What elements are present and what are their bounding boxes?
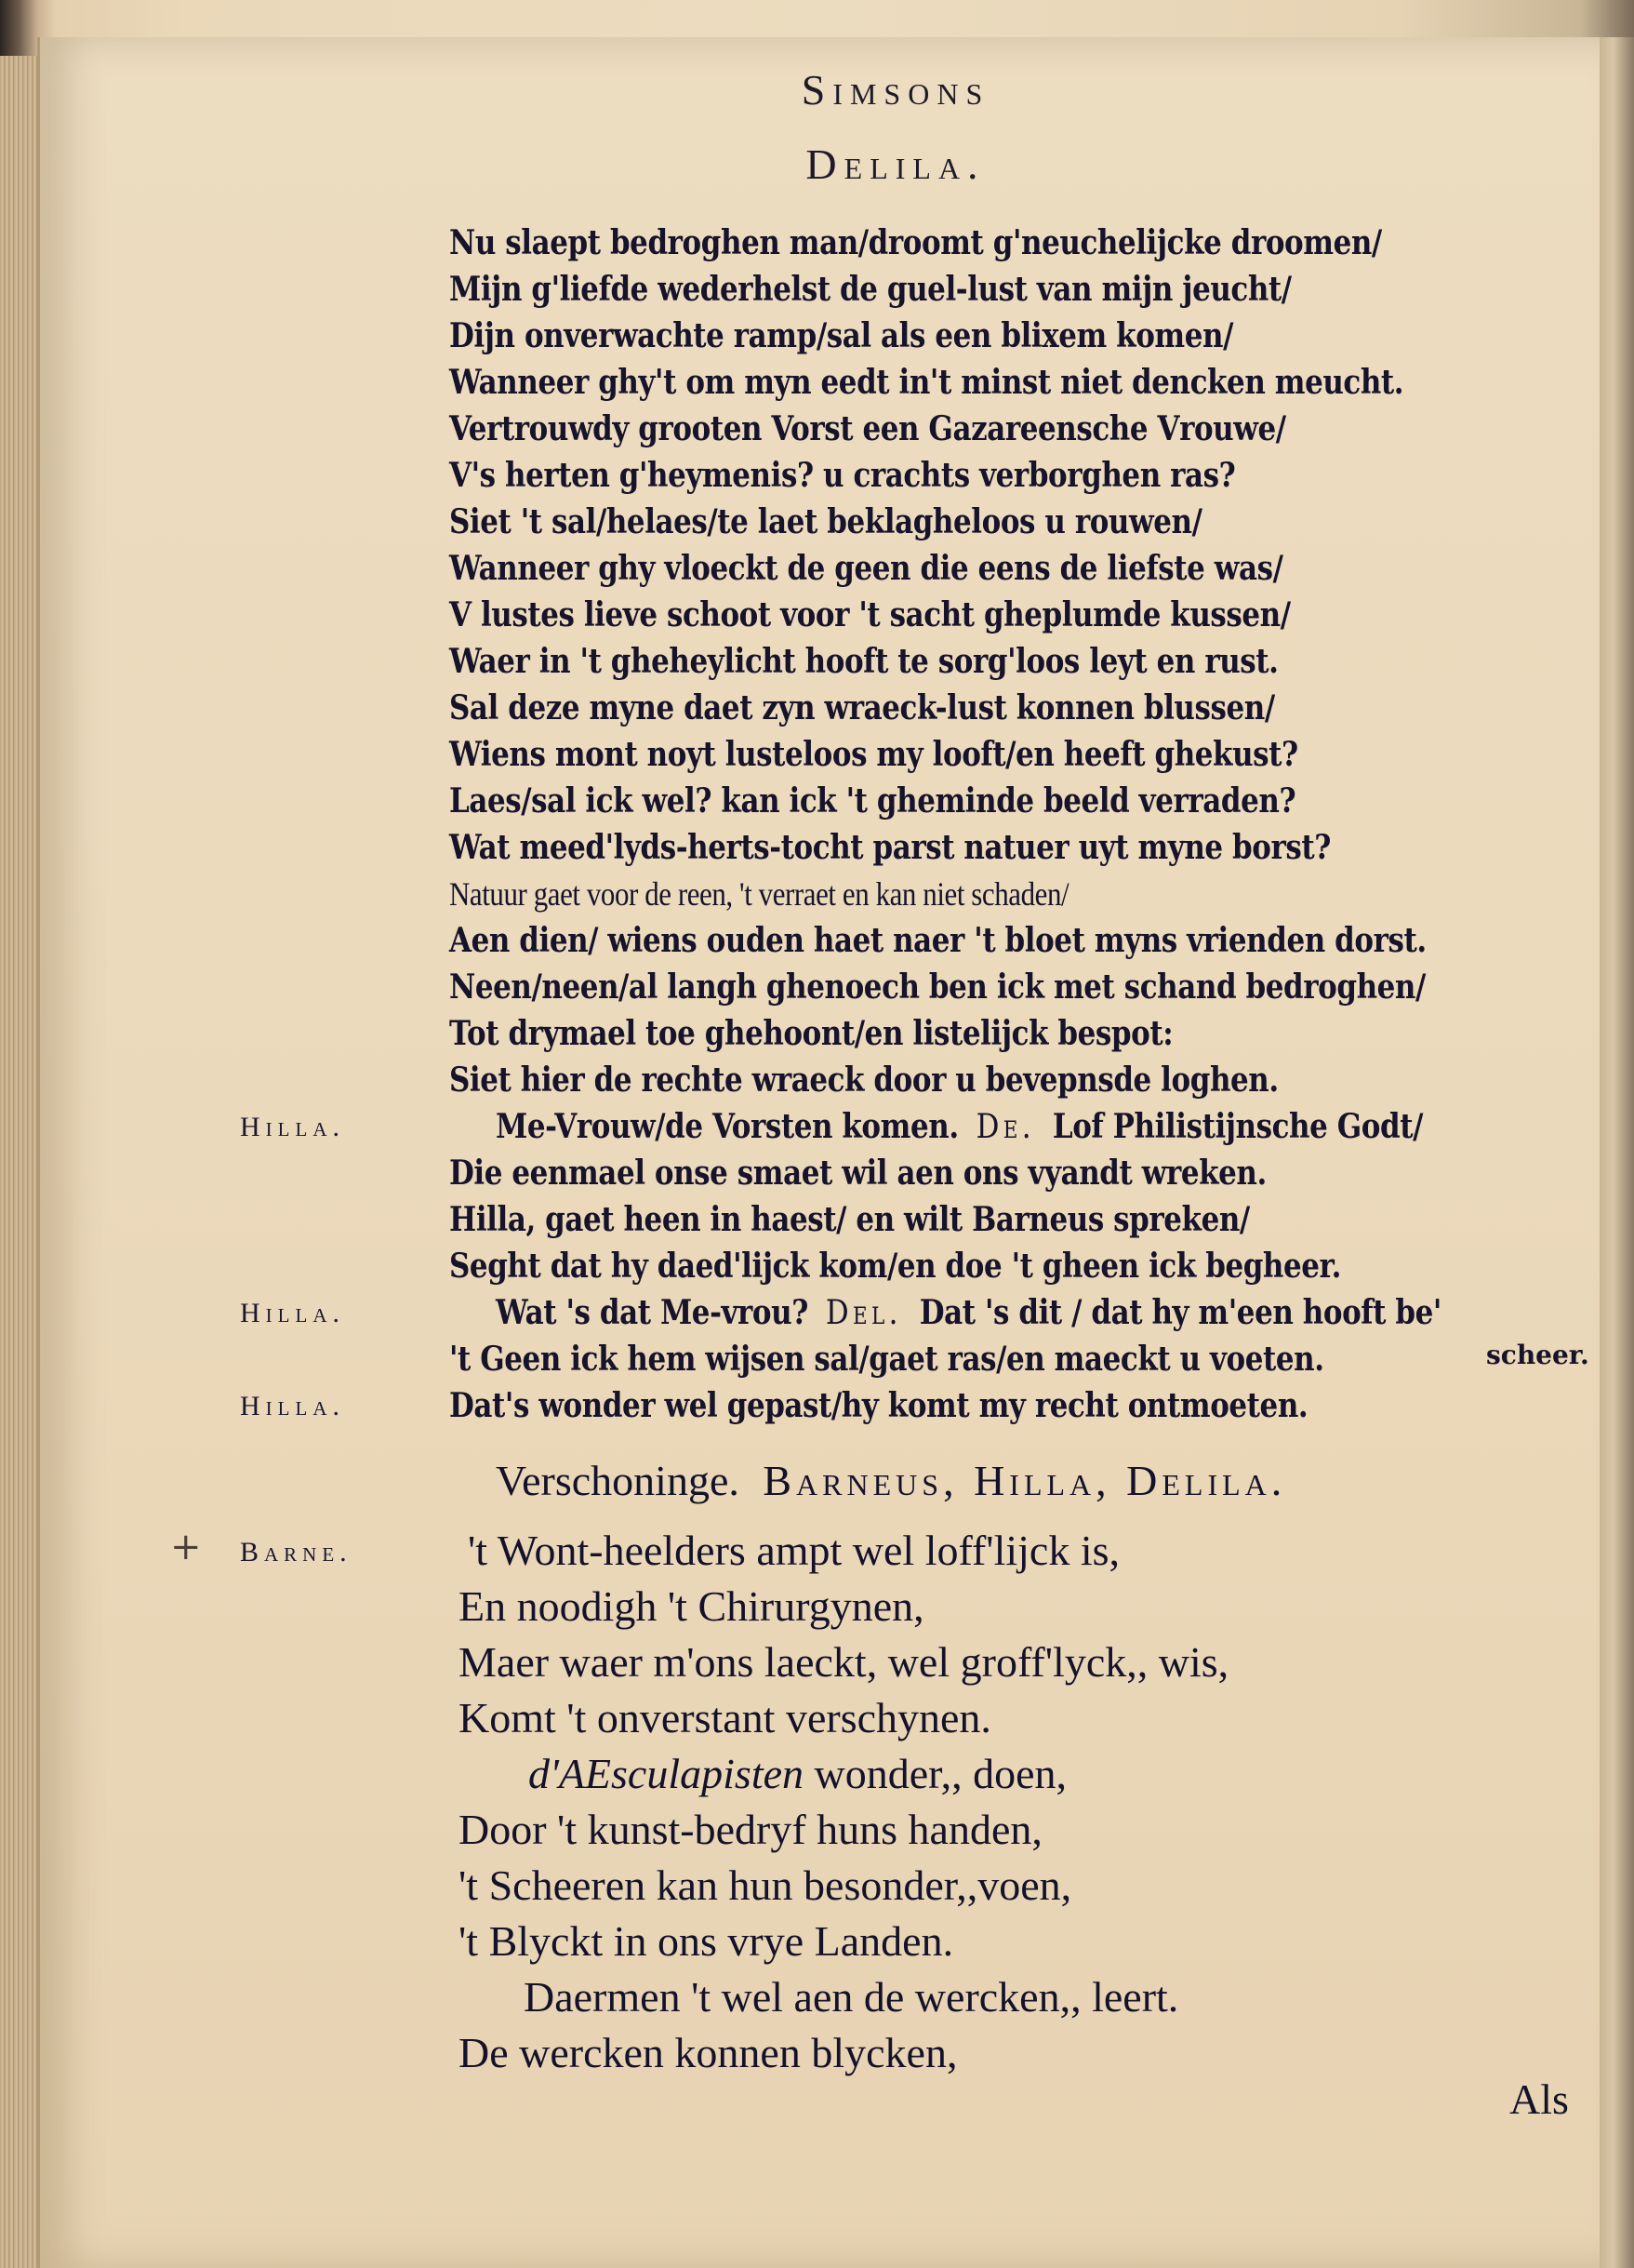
speaker-label: Hilla. <box>240 1112 345 1142</box>
verse-line: Aen dien/ wiens ouden haet naer 't bloet myns vrienden dorst. <box>449 921 1427 960</box>
song-line: Komt 't onverstant verschynen. <box>458 1694 991 1741</box>
verse-line: Wat meed'lyds-herts-tocht parst natuer uyt myne borst? <box>449 828 1331 867</box>
song-line: Door 't kunst-bedryf huns handen, <box>458 1806 1043 1853</box>
song-line: En noodigh 't Chirurgynen, <box>458 1582 924 1630</box>
verse-line: Vertrouwdy grooten Vorst een Gazareensche Vrouwe/ <box>449 409 1286 448</box>
speaker-label: Hilla. <box>240 1391 345 1421</box>
dialogue-line: 't Geen ick hem wijsen sal/gaet ras/en maeckt u voeten. <box>449 1340 1324 1379</box>
song-italic-word: d'AEsculapisten <box>528 1750 804 1797</box>
verse-line: Neen/neen/al langh ghenoech ben ick met schand bedroghen/ <box>449 967 1426 1007</box>
dialogue-line: Die eenmael onse smaet wil aen ons vyandt wreken. <box>449 1154 1267 1193</box>
dialogue-text: Lof Philistijnsche Godt/ <box>1052 1107 1423 1146</box>
verse-line: V lustes lieve schoot voor 't sacht gheplumde kussen/ <box>449 595 1291 634</box>
verse-line: Siet hier de rechte wraeck door u bevepnsde loghen. <box>449 1061 1279 1100</box>
marginal-cross-mark: + <box>170 1526 202 1568</box>
speaker-label: Hilla. <box>240 1298 345 1328</box>
verse-line: Wanneer ghy vloeckt de geen die eens de liefste was/ <box>449 549 1283 588</box>
song-line: Daermen 't wel aen de wercken,, leert. <box>524 1973 1179 2021</box>
verse-line: Dijn onverwachte ramp/sal als een blixem komen/ <box>449 316 1233 355</box>
dialogue-text: Me-Vrouw/de Vorsten komen. <box>496 1107 959 1146</box>
verse-line: Mijn g'liefde wederhelst de guel-lust van mijn jeucht/ <box>449 270 1292 309</box>
dialogue-line: Hilla, gaet heen in haest/ en wilt Barneus spreken/ <box>449 1200 1250 1239</box>
right-page-edge <box>1600 37 1634 2268</box>
dialogue-line: Seght dat hy daed'lijck kom/en doe 't gheen ick begheer. <box>449 1247 1341 1286</box>
speaker-label: Barne. <box>240 1537 352 1568</box>
left-page-edges <box>0 56 39 2268</box>
turnover-word: scheer. <box>1486 1340 1589 1370</box>
running-subtitle: Delila. <box>805 140 986 188</box>
dialogue-text: Wat 's dat Me-vrou? <box>496 1293 808 1332</box>
section-heading <box>496 1456 1286 1505</box>
running-title: Simsons <box>801 66 990 113</box>
speaker-label-inline: De. <box>976 1108 1035 1146</box>
verse-line: Waer in 't gheheylicht hooft te sorg'loos leyt en rust. <box>449 642 1279 681</box>
verse-line: Natuur gaet voor de reen, 't verraet en kan niet schaden/ <box>449 875 1069 913</box>
verse-line: Laes/sal ick wel? kan ick 't gheminde beeld verraden? <box>449 781 1296 820</box>
section-title: Verschoninge. <box>496 1457 739 1504</box>
song-line: 't Wont-heelders ampt wel loff'lijck is, <box>468 1527 1121 1574</box>
song-line <box>528 1749 1634 1798</box>
speaker-label-inline: Del. <box>825 1294 902 1332</box>
verse-line: Wanneer ghy't om myn eedt in't minst niet dencken meucht. <box>449 363 1404 402</box>
song-line-rest: wonder,, doen, <box>804 1750 1068 1797</box>
verse-line: Wiens mont noyt lusteloos my looft/en heeft ghekust? <box>449 735 1298 774</box>
verse-line: Sal deze myne daet zyn wraeck-lust konnen blussen/ <box>449 688 1275 727</box>
verse-line: V's herten g'heymenis? u crachts verborghen ras? <box>449 456 1236 495</box>
catchword: Als <box>1509 2075 1569 2123</box>
verse-line: Tot drymael toe ghehoont/en listelijck bespot: <box>449 1014 1174 1053</box>
song-line: Maer waer m'ons laeckt, wel groff'lyck,, wis, <box>458 1638 1229 1686</box>
verse-line: Nu slaept bedroghen man/droomt g'neuchelijcke droomen/ <box>449 223 1382 262</box>
song-line: 't Blyckt in ons vrye Landen. <box>458 1917 954 1965</box>
verse-line: Siet 't sal/helaes/te laet beklagheloos u rouwen/ <box>449 502 1202 541</box>
dialogue-line: Dat's wonder wel gepast/hy komt my recht ontmoeten. <box>449 1386 1309 1425</box>
dialogue-line <box>496 1107 1423 1146</box>
section-persons: Barneus, Hilla, Delila. <box>763 1457 1287 1504</box>
dialogue-text: Dat 's dit / dat hy m'een hooft be' <box>919 1293 1441 1332</box>
song-line: De wercken konnen blycken, <box>458 2029 958 2076</box>
song-line: 't Scheeren kan hun besonder,,voen, <box>458 1861 1072 1909</box>
dialogue-line <box>496 1293 1441 1332</box>
book-page <box>37 37 1602 2268</box>
